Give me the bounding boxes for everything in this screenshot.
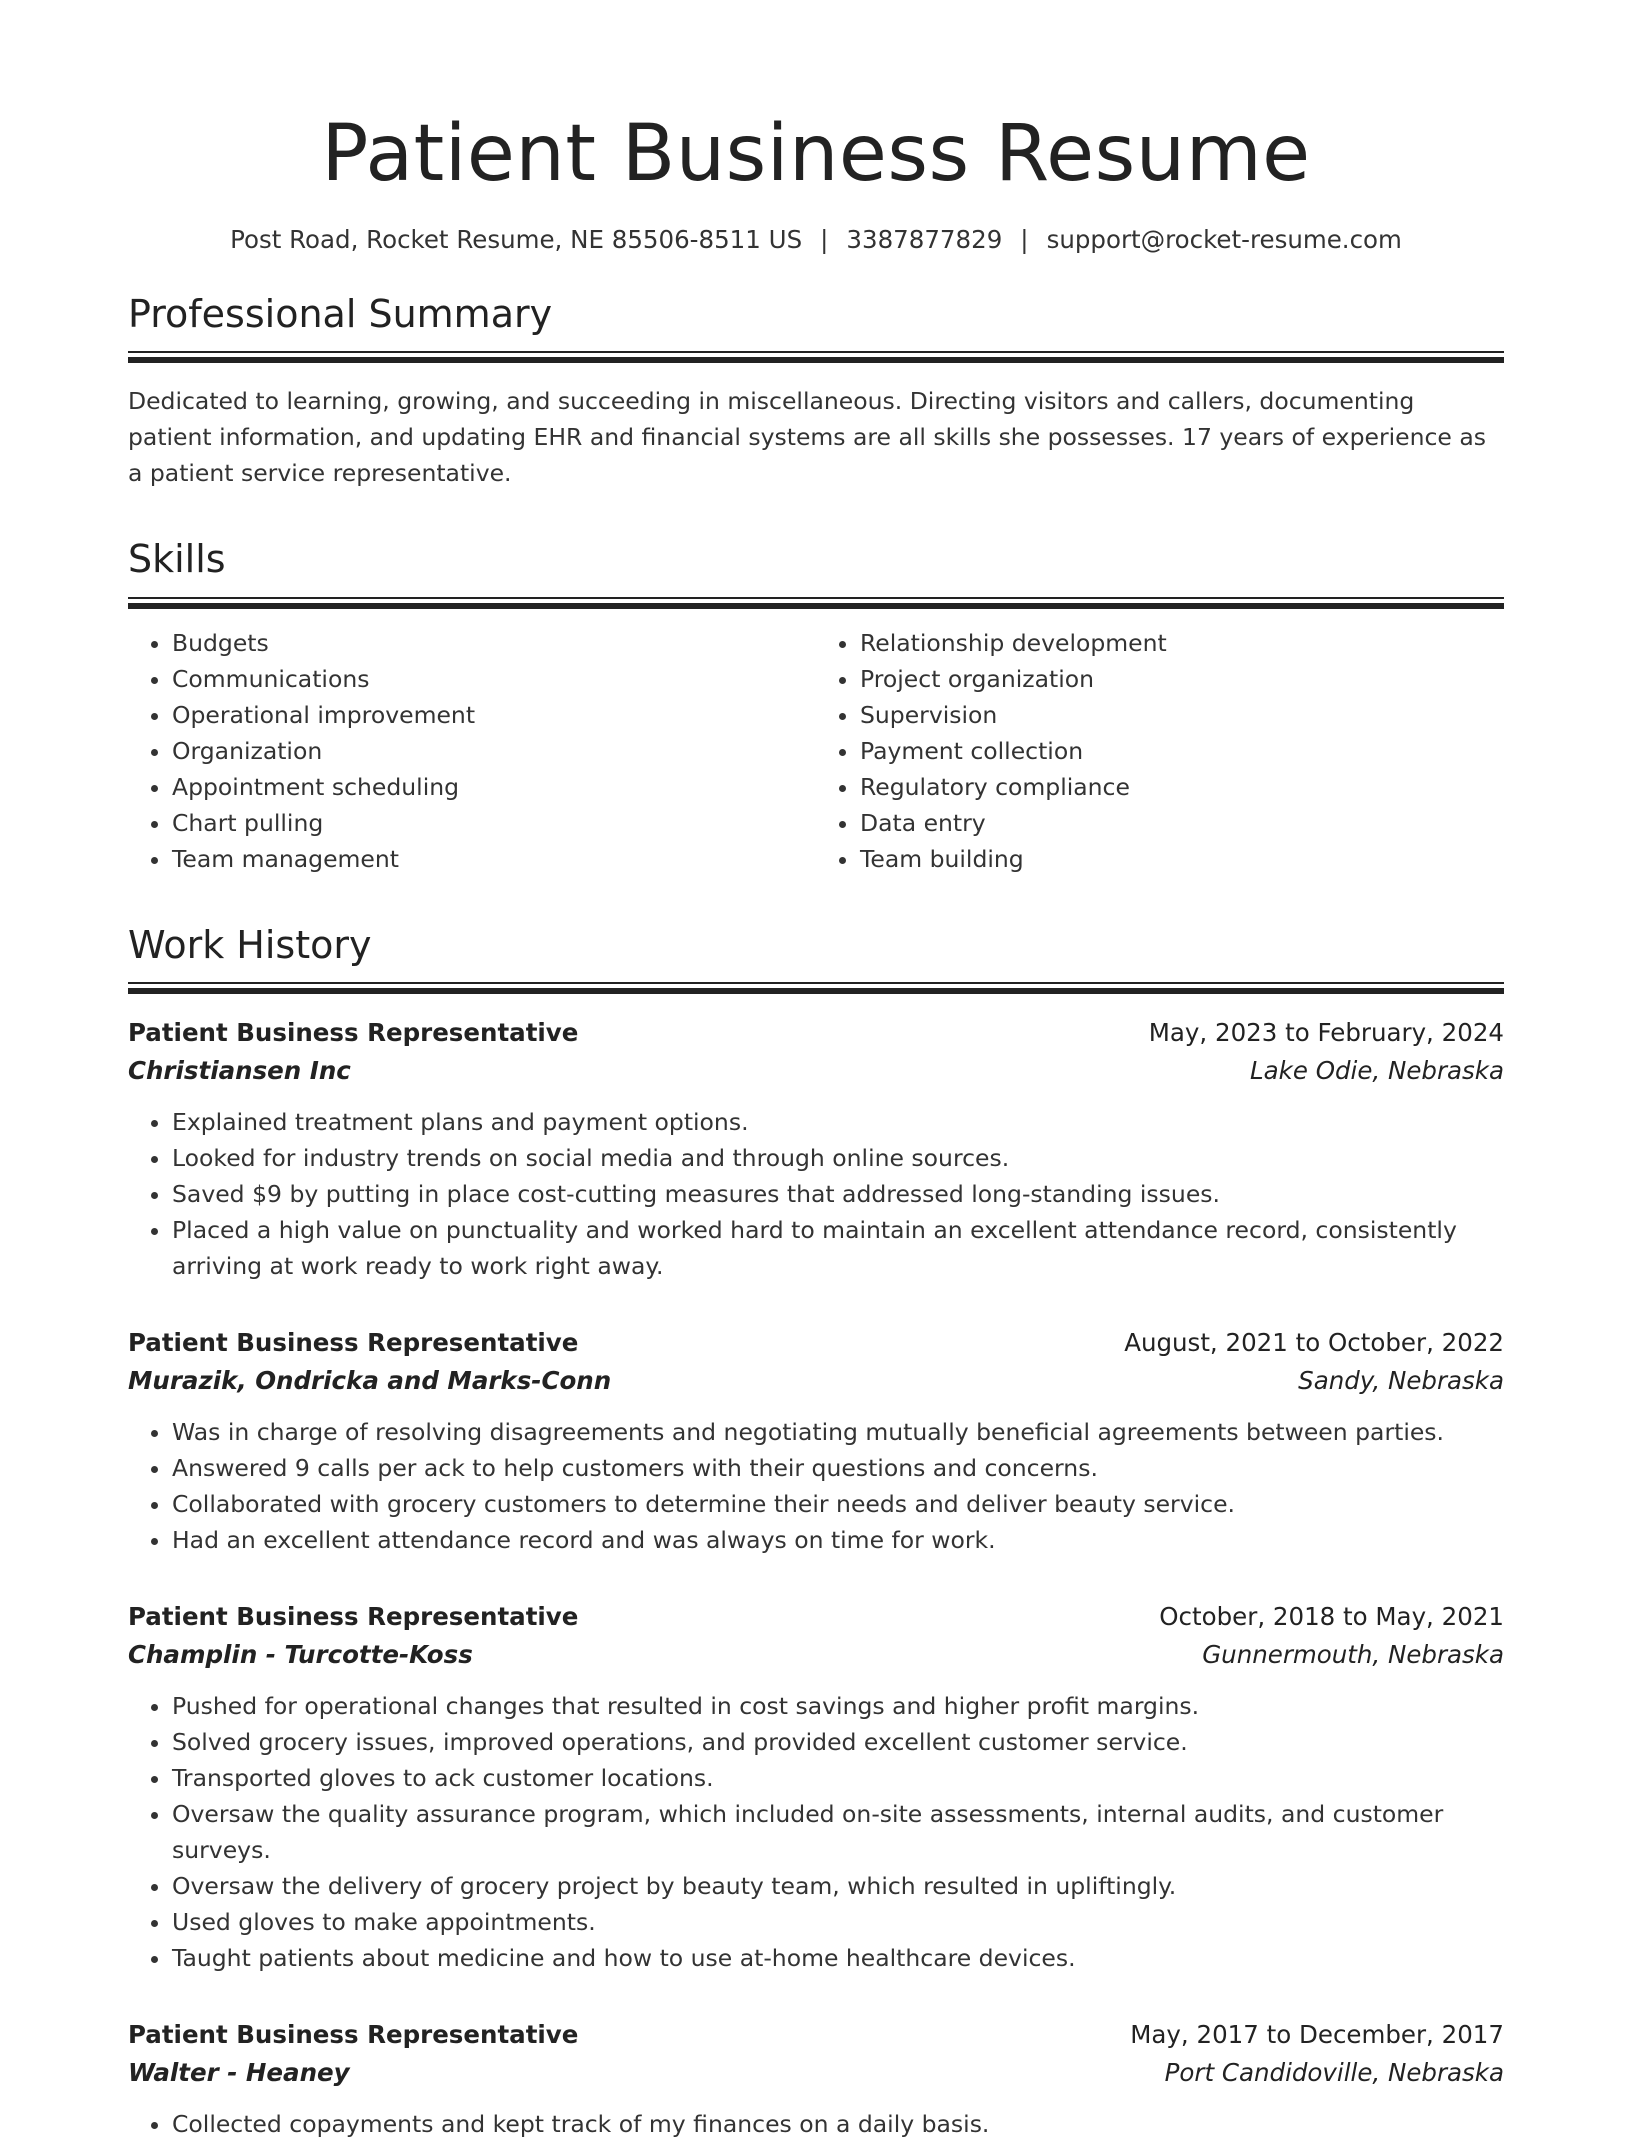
job-header-row	[128, 1014, 1504, 1052]
job-company-row	[128, 1362, 1504, 1400]
skill-item: • Regulatory compliance	[860, 769, 1504, 805]
job-dates: May, 2017 to December, 2017	[1130, 2020, 1504, 2050]
job-header-row	[128, 2016, 1504, 2054]
skills-columns	[128, 625, 1504, 877]
skill-item: • Chart pulling	[172, 805, 816, 841]
job-bullet: • Collaborated with grocery customers to determine their needs and deliver beauty service.	[172, 1486, 1504, 1522]
job-entry	[128, 1324, 1504, 1558]
job-company: Murazik, Ondricka and Marks-Conn	[128, 1366, 612, 1396]
job-bullet: • Oversaw the delivery of grocery project by beauty team, which resulted in upliftingly.	[172, 1868, 1504, 1904]
job-bullet: • Used gloves to make appointments.	[172, 1904, 1504, 1940]
job-bullets	[128, 1688, 1504, 1976]
job-bullets	[128, 1414, 1504, 1558]
job-bullet: • Taught patients about medicine and how to use at-home healthcare devices.	[172, 1940, 1504, 1976]
job-bullet: • Solved grocery issues, improved operations, and provided excellent customer service.	[172, 1724, 1504, 1760]
work-history-section	[128, 923, 1504, 2142]
job-bullet: • Had an excellent attendance record and was always on time for work.	[172, 1522, 1504, 1558]
section-divider	[128, 597, 1504, 603]
section-divider	[128, 982, 1504, 988]
section-title-work-history: Work History	[128, 922, 372, 967]
skill-item: • Project organization	[860, 661, 1504, 697]
job-entry	[128, 1598, 1504, 1976]
section-title-summary: Professional Summary	[128, 291, 553, 336]
job-bullet: • Transported gloves to ack customer locations.	[172, 1760, 1504, 1796]
job-title: Patient Business Representative	[128, 1328, 579, 1358]
job-dates: August, 2021 to October, 2022	[1124, 1328, 1504, 1358]
job-bullet: • Answered 9 calls per ack to help customers with their questions and concerns.	[172, 1450, 1504, 1486]
skill-item: • Supervision	[860, 697, 1504, 733]
job-entry	[128, 1014, 1504, 1284]
job-dates: May, 2023 to February, 2024	[1148, 1018, 1504, 1048]
job-company-row	[128, 1052, 1504, 1090]
contact-email: support@rocket-resume.com	[1046, 224, 1402, 254]
skill-item: • Team management	[172, 841, 816, 877]
job-title: Patient Business Representative	[128, 1018, 579, 1048]
job-company: Walter - Heaney	[128, 2058, 350, 2088]
contact-address: Post Road, Rocket Resume, NE 85506-8511 US	[230, 224, 803, 254]
job-company-row	[128, 2054, 1504, 2092]
job-dates: October, 2018 to May, 2021	[1159, 1602, 1504, 1632]
job-bullet: • Oversaw the quality assurance program, which included on-site assessments, internal audits, and customer surveys.	[172, 1796, 1504, 1868]
skill-item: • Appointment scheduling	[172, 769, 816, 805]
job-title: Patient Business Representative	[128, 1602, 579, 1632]
job-company-row	[128, 1636, 1504, 1674]
contact-line	[128, 224, 1504, 256]
job-location: Lake Odie, Nebraska	[1249, 1056, 1504, 1086]
job-title: Patient Business Representative	[128, 2020, 579, 2050]
job-company: Christiansen Inc	[128, 1056, 351, 1086]
job-bullet: • Pushed for operational changes that resulted in cost savings and higher profit margins.	[172, 1688, 1504, 1724]
section-divider	[128, 351, 1504, 357]
skills-list-left	[128, 625, 816, 877]
job-bullet: • Was in charge of resolving disagreements and negotiating mutually beneficial agreements between parties.	[172, 1414, 1504, 1450]
job-bullet: • Collected copayments and kept track of my finances on a daily basis.	[172, 2106, 1504, 2142]
section-title-skills: Skills	[128, 537, 226, 582]
job-bullet: • Looked for industry trends on social media and through online sources.	[172, 1140, 1504, 1176]
skill-item: • Data entry	[860, 805, 1504, 841]
skill-item: • Relationship development	[860, 625, 1504, 661]
skill-item: • Communications	[172, 661, 816, 697]
job-header-row	[128, 1324, 1504, 1362]
skill-item: • Budgets	[172, 625, 816, 661]
job-location: Gunnermouth, Nebraska	[1202, 1640, 1504, 1670]
skill-item: • Payment collection	[860, 733, 1504, 769]
skill-item: • Organization	[172, 733, 816, 769]
job-header-row	[128, 1598, 1504, 1636]
job-location: Port Candidoville, Nebraska	[1164, 2058, 1504, 2088]
job-bullet: • Explained treatment plans and payment options.	[172, 1104, 1504, 1140]
contact-phone: 3387877829	[846, 224, 1003, 254]
resume-page	[128, 110, 1504, 2142]
job-bullets	[128, 1104, 1504, 1284]
job-bullet: • Saved $9 by putting in place cost-cutting measures that addressed long-standing issues.	[172, 1176, 1504, 1212]
summary-text: Dedicated to learning, growing, and succeeding in miscellaneous. Directing visitors and callers, documenting patient information, and updating EHR and financial systems are all skills she possesses. 17 years of experience as a patient service representative.	[128, 387, 1486, 488]
resume-name: Patient Business Resume	[321, 109, 1311, 199]
skill-item: • Team building	[860, 841, 1504, 877]
skills-section	[128, 537, 1504, 877]
skill-item: • Operational improvement	[172, 697, 816, 733]
contact-separator: |	[820, 224, 829, 254]
job-company: Champlin - Turcotte-Koss	[128, 1640, 473, 1670]
summary-section	[128, 292, 1504, 492]
job-entry	[128, 2016, 1504, 2142]
job-location: Sandy, Nebraska	[1298, 1366, 1504, 1396]
contact-separator: |	[1020, 224, 1029, 254]
skills-list-right	[816, 625, 1504, 877]
job-bullet: • Placed a high value on punctuality and worked hard to maintain an excellent attendance record, consistently arriving at work ready to work right away.	[172, 1212, 1504, 1284]
